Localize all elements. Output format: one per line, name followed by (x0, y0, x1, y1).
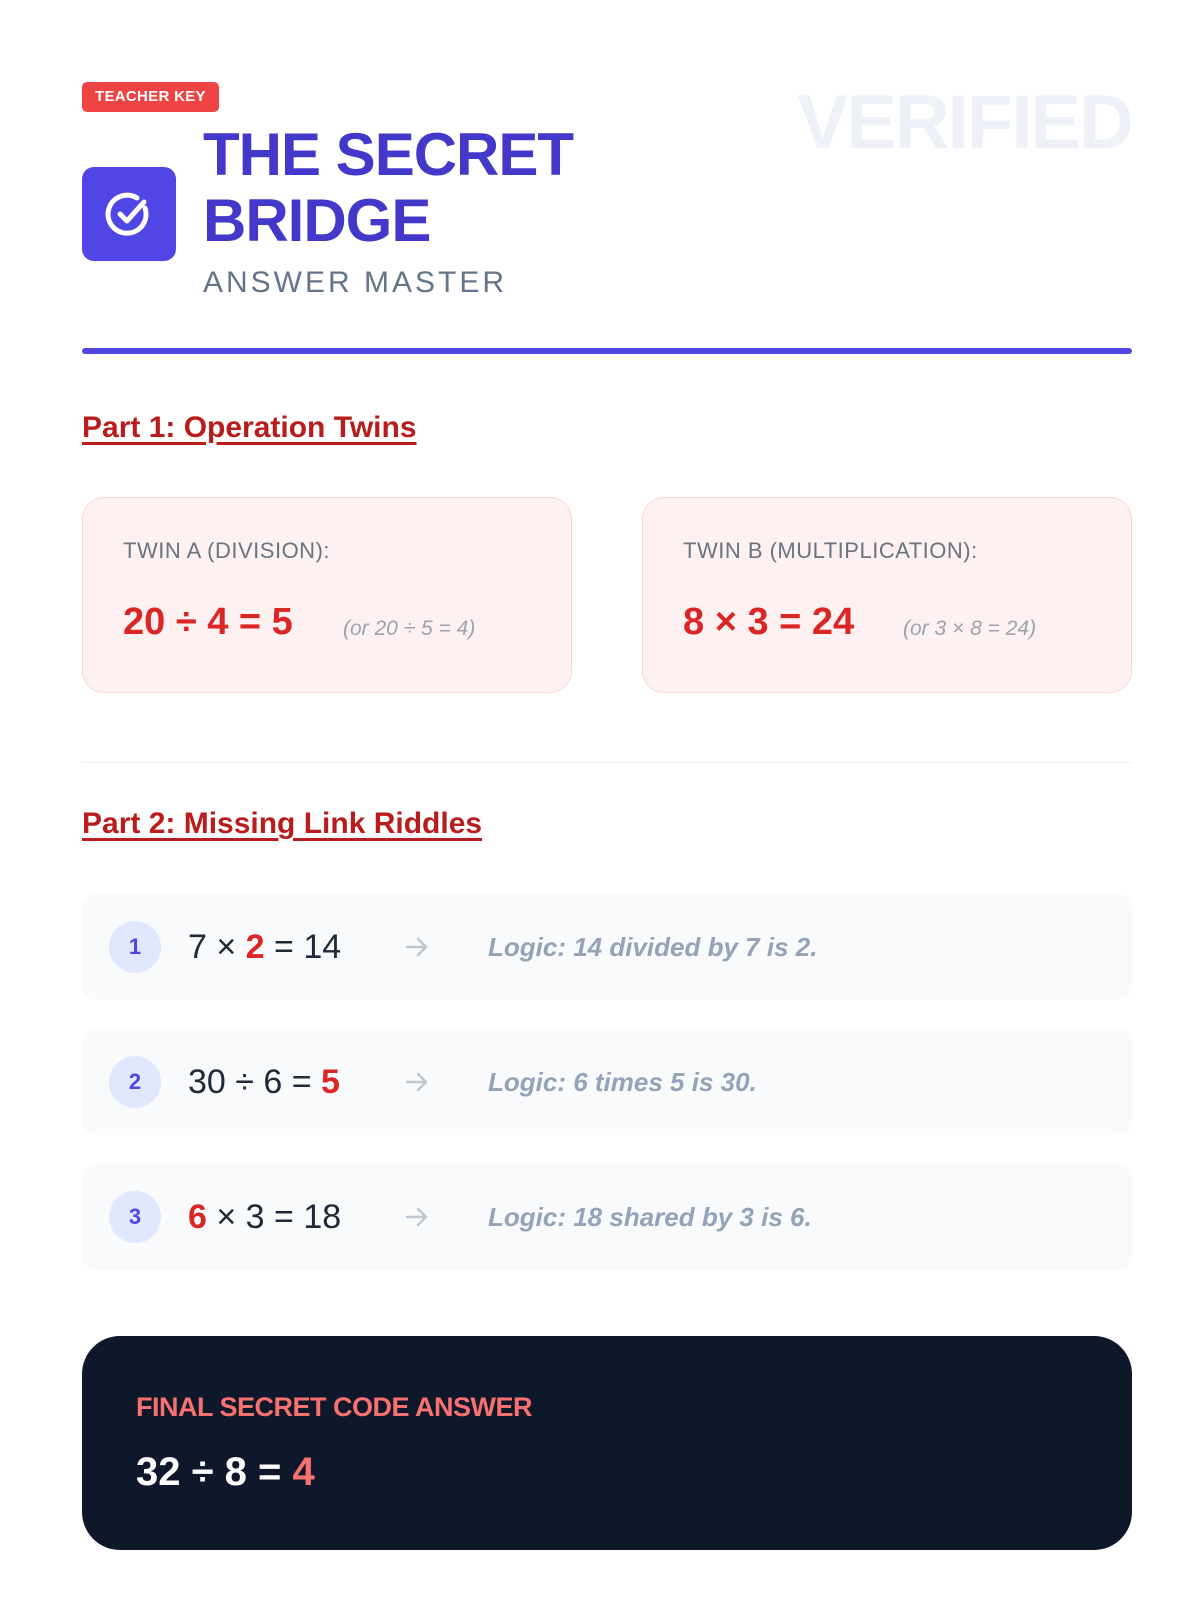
header-divider (82, 348, 1132, 354)
final-answer-box (82, 1336, 1132, 1550)
check-circle-icon (101, 186, 157, 242)
riddle-answer: 2 (245, 928, 265, 966)
arrow-right-icon (404, 932, 430, 962)
riddle-equation: 7 × 2 = 14 (188, 928, 342, 966)
arrow-right-icon (404, 1067, 430, 1097)
page-subtitle: ANSWER MASTER (203, 266, 508, 299)
twin-a-equation: 20 ÷ 4 = 5 (123, 601, 293, 643)
riddle-equation: 30 ÷ 6 = 5 (188, 1063, 340, 1101)
riddle-answer: 5 (321, 1063, 340, 1101)
riddle-number: 2 (109, 1056, 161, 1108)
final-answer-label: FINAL SECRET CODE ANSWER (136, 1392, 533, 1422)
logo-tile (82, 167, 176, 261)
twin-a-alternative: (or 20 ÷ 5 = 4) (343, 617, 476, 640)
riddle-number: 3 (109, 1191, 161, 1243)
riddle-row (82, 894, 1132, 1000)
teacher-key-badge: TEACHER KEY (82, 82, 219, 112)
page-title: THE SECRET BRIDGE (203, 121, 574, 254)
riddle-row (82, 1164, 1132, 1270)
section-divider (82, 762, 1132, 763)
twin-b-label: TWIN B (MULTIPLICATION): (683, 538, 978, 563)
twin-b-equation: 8 × 3 = 24 (683, 601, 855, 643)
twin-b-card (642, 497, 1132, 693)
part1-title: Part 1: Operation Twins (82, 411, 417, 444)
final-answer-value: 4 (292, 1450, 315, 1494)
final-answer-equation: 32 ÷ 8 = 4 (136, 1450, 315, 1494)
twin-b-alternative: (or 3 × 8 = 24) (903, 617, 1037, 640)
riddle-number: 1 (109, 921, 161, 973)
arrow-right-icon (404, 1202, 430, 1232)
twin-a-label: TWIN A (DIVISION): (123, 538, 331, 563)
riddle-row (82, 1029, 1132, 1135)
twin-a-card (82, 497, 572, 693)
riddle-logic: Logic: 14 divided by 7 is 2. (488, 932, 818, 962)
part2-title: Part 2: Missing Link Riddles (82, 807, 483, 840)
riddle-equation: 6 × 3 = 18 (188, 1198, 342, 1236)
riddle-logic: Logic: 6 times 5 is 30. (488, 1067, 757, 1097)
riddle-answer: 6 (188, 1198, 207, 1236)
verified-watermark: VERIFIED (797, 80, 1132, 165)
riddle-logic: Logic: 18 shared by 3 is 6. (488, 1202, 812, 1232)
